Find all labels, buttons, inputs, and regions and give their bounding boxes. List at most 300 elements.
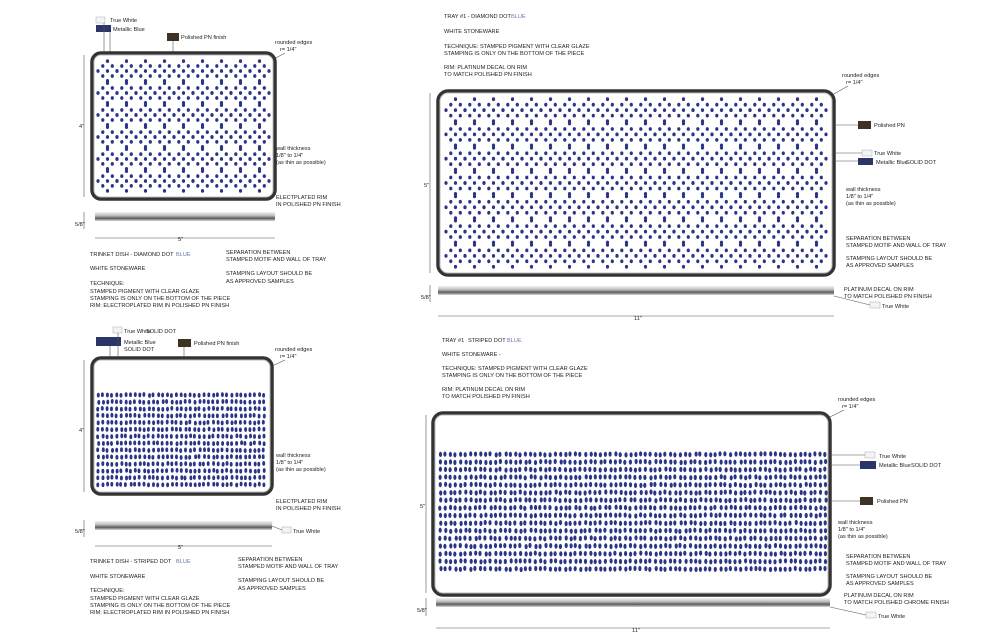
pattern-dot: [153, 113, 156, 117]
pattern-dot: [568, 219, 571, 223]
pattern-dot: [198, 469, 201, 474]
pattern-dot: [739, 157, 742, 161]
pattern-dot: [767, 108, 770, 112]
pattern-dot: [558, 230, 561, 234]
rim-dim-label: 5/8": [75, 222, 85, 228]
pattern-dot: [694, 567, 697, 572]
pattern-dot: [96, 157, 99, 161]
pattern-dot: [138, 448, 141, 453]
pattern-dot: [235, 475, 238, 480]
pattern-dot: [170, 462, 173, 467]
pattern-dot: [157, 448, 160, 453]
pattern-dot: [774, 528, 777, 533]
pattern-dot: [824, 551, 827, 556]
pattern-dot: [744, 162, 747, 166]
pattern-dot: [511, 254, 514, 258]
pattern-dot: [509, 474, 512, 479]
pattern-dot: [582, 127, 585, 131]
pattern-dot: [258, 441, 261, 446]
pattern-dot: [138, 475, 141, 480]
pattern-dot: [244, 152, 247, 156]
pattern-dot: [549, 535, 552, 540]
pattern-dot: [163, 147, 166, 151]
pattern-dot: [725, 176, 728, 180]
pattern-dot: [516, 176, 519, 180]
pattern-dot: [530, 195, 533, 199]
pattern-dot: [463, 157, 466, 161]
pattern-dot: [764, 459, 767, 464]
pattern-dot: [226, 427, 229, 432]
pattern-dot: [777, 254, 780, 258]
pattern-dot: [473, 265, 476, 269]
pattern-dot: [129, 434, 132, 439]
pattern-dot: [182, 103, 185, 107]
pattern-dot: [149, 64, 152, 68]
pattern-dot: [226, 461, 229, 466]
pattern-dot: [753, 259, 756, 263]
pattern-dot: [672, 108, 675, 112]
pattern-dot: [783, 452, 786, 457]
pattern-dot: [815, 157, 818, 161]
pattern-dot: [689, 513, 692, 518]
pattern-dot: [454, 567, 457, 572]
pattern-dot: [725, 467, 728, 472]
pattern-dot: [257, 448, 260, 453]
pattern-dot: [484, 498, 487, 503]
pattern-dot: [489, 460, 492, 465]
pattern-dot: [225, 174, 228, 178]
pattern-dot: [439, 482, 442, 487]
panel-trinket-striped: [75, 327, 341, 616]
pattern-dot: [701, 97, 704, 101]
pattern-dot: [720, 205, 723, 209]
pattern-dot: [683, 513, 686, 518]
pattern-dot: [221, 441, 224, 446]
pattern-dot: [677, 235, 680, 239]
pattern-dot: [258, 147, 261, 151]
pattern-dot: [745, 566, 748, 571]
pattern-dot: [753, 200, 756, 204]
pattern-dot: [715, 127, 718, 131]
pattern-dot: [579, 559, 582, 564]
pattern-dot: [606, 205, 609, 209]
pattern-dot: [639, 151, 642, 155]
pattern-dot: [568, 505, 571, 510]
pattern-dot: [739, 505, 742, 510]
pattern-dot: [589, 482, 592, 487]
pattern-dot: [539, 475, 542, 480]
pattern-dot: [152, 482, 155, 487]
pattern-dot: [490, 505, 493, 510]
pattern-dot: [601, 224, 604, 228]
pattern-dot: [453, 543, 456, 548]
pattern-dot: [739, 474, 742, 479]
pattern-dot: [810, 162, 813, 166]
pattern-dot: [106, 469, 109, 474]
pattern-dot: [789, 482, 792, 487]
pattern-dot: [609, 459, 612, 464]
pattern-dot: [815, 108, 818, 112]
pattern-dot: [568, 451, 571, 456]
pattern-dot: [194, 454, 197, 459]
pattern-dot: [699, 567, 702, 572]
pattern-dot: [739, 205, 742, 209]
material: WHITE STONEWARE: [90, 266, 146, 272]
pattern-dot: [474, 559, 477, 564]
pattern-dot: [734, 211, 737, 215]
pattern-dot: [189, 441, 192, 446]
pattern-dot: [654, 536, 657, 541]
pattern-dot: [179, 448, 182, 453]
pattern-dot: [206, 64, 209, 68]
pattern-dot: [614, 459, 617, 464]
pattern-dot: [748, 490, 751, 495]
pattern-dot: [674, 535, 677, 540]
pattern-dot: [449, 559, 452, 564]
pattern-dot: [582, 259, 585, 263]
pattern-dot: [804, 475, 807, 480]
pattern-dot: [120, 184, 123, 188]
pattern-dot: [625, 230, 628, 234]
pattern-dot: [220, 169, 223, 173]
pattern-dot: [754, 551, 757, 556]
pattern-dot: [235, 427, 238, 432]
pattern-dot: [603, 535, 606, 540]
pattern-dot: [102, 455, 105, 460]
pattern-dot: [166, 483, 169, 488]
pattern-dot: [509, 551, 512, 556]
pattern-dot: [624, 528, 627, 533]
pattern-dot: [598, 490, 601, 495]
separation-1: SEPARATION BETWEEN: [226, 250, 291, 256]
pattern-dot: [663, 489, 666, 494]
pattern-dot: [649, 235, 652, 239]
pattern-dot: [659, 536, 662, 541]
pattern-dot: [559, 520, 562, 525]
pattern-dot: [473, 195, 476, 199]
pattern-dot: [615, 108, 618, 112]
pattern-dot: [189, 476, 192, 481]
pattern-dot: [535, 151, 538, 155]
pattern-dot: [587, 97, 590, 101]
pattern-dot: [187, 86, 190, 90]
pattern-dot: [225, 475, 228, 480]
pattern-dot: [796, 108, 799, 112]
pattern-dot: [544, 513, 547, 518]
pattern-dot: [699, 536, 702, 541]
pattern-dot: [715, 467, 718, 472]
pattern-dot: [454, 205, 457, 209]
pattern-dot: [619, 452, 622, 457]
pattern-dot: [544, 176, 547, 180]
pattern-dot: [201, 69, 204, 73]
pattern-dot: [815, 243, 818, 247]
pattern-dot: [524, 497, 527, 502]
pattern-dot: [600, 460, 603, 465]
pattern-dot: [739, 181, 742, 185]
pattern-dot: [443, 490, 446, 495]
pattern-dot: [487, 235, 490, 239]
pattern-dot: [701, 243, 704, 247]
pattern-dot: [723, 482, 726, 487]
pattern-dot: [706, 224, 709, 228]
pattern-dot: [110, 454, 113, 459]
pattern-dot: [794, 551, 797, 556]
pattern-dot: [156, 400, 159, 405]
pattern-dot: [494, 529, 497, 534]
swatch-true-white: [96, 17, 105, 23]
pattern-dot: [696, 151, 699, 155]
pattern-dot: [130, 74, 133, 78]
pattern-dot: [534, 544, 537, 549]
pattern-dot: [772, 176, 775, 180]
pattern-dot: [601, 162, 604, 166]
pattern-dot: [257, 462, 260, 467]
pattern-dot: [469, 490, 472, 495]
pattern-dot: [606, 195, 609, 199]
pattern-dot: [579, 460, 582, 465]
pattern-dot: [818, 498, 821, 503]
pattern-dot: [668, 151, 671, 155]
pattern-dot: [759, 505, 762, 510]
pattern-dot: [175, 461, 178, 466]
pattern-dot: [755, 521, 758, 526]
pattern-dot: [794, 536, 797, 541]
pattern-dot: [779, 482, 782, 487]
pattern-dot: [568, 133, 571, 137]
pattern-dot: [544, 249, 547, 253]
pattern-dot: [115, 475, 118, 480]
pattern-dot: [474, 521, 477, 526]
pattern-dot: [454, 254, 457, 258]
pattern-dot: [789, 551, 792, 556]
pattern-dot: [438, 536, 441, 541]
pattern-dot: [644, 528, 647, 533]
pattern-dot: [753, 151, 756, 155]
pattern-dot: [544, 467, 547, 472]
pattern-dot: [504, 474, 507, 479]
pattern-dot: [649, 544, 652, 549]
pattern-dot: [485, 551, 488, 556]
pattern-dot: [625, 219, 628, 223]
pattern-dot: [125, 113, 128, 117]
swatch-polished-pn-label: Polished PN: [874, 123, 905, 129]
pattern-dot: [106, 189, 109, 193]
pattern-dot: [775, 482, 778, 487]
pattern-dot: [777, 170, 780, 174]
pattern-dot: [714, 475, 717, 480]
pattern-dot: [620, 138, 623, 142]
pattern-dot: [701, 265, 704, 269]
pattern-dot: [724, 498, 727, 503]
pattern-dot: [619, 543, 622, 548]
pattern-dot: [568, 243, 571, 247]
pattern-dot: [823, 467, 826, 472]
pattern-dot: [749, 536, 752, 541]
pattern-dot: [156, 476, 159, 481]
pattern-dot: [564, 452, 567, 457]
pattern-dot: [220, 157, 223, 161]
pattern-dot: [687, 114, 690, 118]
pattern-dot: [714, 459, 717, 464]
pattern-dot: [168, 130, 171, 134]
pattern-dot: [463, 181, 466, 185]
pattern-dot: [444, 566, 447, 571]
pattern-dot: [263, 184, 266, 188]
pattern-dot: [475, 459, 478, 464]
pattern-dot: [673, 452, 676, 457]
pattern-dot: [639, 162, 642, 166]
pattern-dot: [682, 230, 685, 234]
pattern-dot: [161, 434, 164, 439]
pattern-dot: [439, 459, 442, 464]
pattern-dot: [789, 528, 792, 533]
pattern-dot: [505, 567, 508, 572]
pattern-dot: [739, 254, 742, 258]
pattern-dot: [823, 506, 826, 511]
pattern-dot: [487, 162, 490, 166]
width-dim-label: 5": [178, 545, 184, 551]
pattern-dot: [620, 103, 623, 107]
pattern-dot: [758, 146, 761, 150]
pattern-dot: [620, 200, 623, 204]
pattern-dot: [710, 205, 713, 209]
pattern-dot: [573, 551, 576, 556]
pattern-dot: [639, 235, 642, 239]
pattern-dot: [143, 482, 146, 487]
pattern-dot: [107, 475, 110, 480]
pattern-dot: [729, 535, 732, 540]
pattern-dot: [619, 474, 622, 479]
pattern-dot: [111, 174, 114, 178]
pattern-dot: [539, 205, 542, 209]
pattern-dot: [773, 490, 776, 495]
pattern-dot: [110, 434, 113, 439]
pattern-dot: [149, 108, 152, 112]
pattern-dot: [239, 434, 242, 439]
pattern-dot: [139, 461, 142, 466]
pattern-dot: [749, 467, 752, 472]
pattern-dot: [691, 254, 694, 258]
technique-3: STAMPING IS ONLY ON THE BOTTOM OF THE PIECE: [90, 296, 231, 302]
pattern-dot: [505, 451, 508, 456]
pattern-dot: [143, 454, 146, 459]
pattern-dot: [489, 483, 492, 488]
pattern-dot: [808, 459, 811, 464]
pattern-dot: [161, 407, 164, 412]
pattern-dot: [166, 461, 169, 466]
pattern-dot: [454, 482, 457, 487]
pattern-dot: [687, 127, 690, 131]
pattern-dot: [624, 474, 627, 479]
pattern-dot: [563, 235, 566, 239]
pattern-dot: [601, 103, 604, 107]
pattern-dot: [206, 96, 209, 100]
pattern-dot: [516, 162, 519, 166]
pattern-dot: [795, 520, 798, 525]
pattern-dot: [511, 108, 514, 112]
rim-note-line1: ELECTPLATED RIM: [276, 195, 328, 201]
pattern-dot: [748, 181, 751, 185]
pattern-dot: [504, 483, 507, 488]
pattern-dot: [168, 184, 171, 188]
pattern-dot: [559, 529, 562, 534]
pattern-dot: [221, 455, 224, 460]
pattern-dot: [701, 181, 704, 185]
pattern-dot: [514, 468, 517, 473]
pattern-dot: [528, 497, 531, 502]
pattern-dot: [530, 528, 533, 533]
pattern-dot: [444, 498, 447, 503]
pattern-dot: [249, 434, 252, 439]
pattern-dot: [569, 552, 572, 557]
pattern-dot: [805, 157, 808, 161]
pattern-dot: [704, 482, 707, 487]
pattern-dot: [659, 559, 662, 564]
pattern-dot: [639, 505, 642, 510]
pattern-dot: [784, 490, 787, 495]
pattern-dot: [554, 103, 557, 107]
pattern-dot: [193, 427, 196, 432]
pattern-dot: [449, 452, 452, 457]
pattern-dot: [152, 475, 155, 480]
pattern-dot: [606, 133, 609, 137]
pattern-dot: [790, 513, 793, 518]
pattern-dot: [139, 162, 142, 166]
pattern-dot: [170, 454, 173, 459]
pattern-dot: [794, 513, 797, 518]
pattern-dot: [106, 59, 109, 63]
pattern-dot: [653, 490, 656, 495]
pattern-dot: [754, 513, 757, 518]
pattern-dot: [738, 467, 741, 472]
pattern-dot: [772, 138, 775, 142]
pattern-dot: [628, 513, 631, 518]
pattern-dot: [179, 400, 182, 405]
pattern-dot: [210, 135, 213, 139]
pattern-dot: [524, 536, 527, 541]
pattern-dot: [459, 558, 462, 563]
pattern-dot: [720, 181, 723, 185]
separation-2: STAMPED MOTIF AND WALL OF TRAY: [846, 561, 947, 567]
pattern-dot: [611, 127, 614, 131]
pattern-dot: [201, 157, 204, 161]
pattern-dot: [459, 211, 462, 215]
pattern-dot: [102, 482, 105, 487]
pattern-dot: [182, 169, 185, 173]
pattern-dot: [638, 566, 641, 571]
pattern-dot: [791, 151, 794, 155]
pattern-dot: [614, 467, 617, 472]
pattern-dot: [599, 482, 602, 487]
pattern-dot: [175, 392, 178, 397]
pattern-dot: [554, 544, 557, 549]
pattern-dot: [115, 135, 118, 139]
pattern-dot: [493, 482, 496, 487]
pattern-dot: [454, 505, 457, 510]
pattern-dot: [130, 140, 133, 144]
pattern-dot: [772, 162, 775, 166]
pattern-dot: [594, 528, 597, 533]
pattern-dot: [248, 135, 251, 139]
pattern-dot: [111, 448, 114, 453]
pattern-dot: [184, 461, 187, 466]
pattern-dot: [725, 127, 728, 131]
pattern-dot: [753, 103, 756, 107]
pattern-dot: [709, 482, 712, 487]
pattern-dot: [573, 467, 576, 472]
pattern-dot: [554, 151, 557, 155]
